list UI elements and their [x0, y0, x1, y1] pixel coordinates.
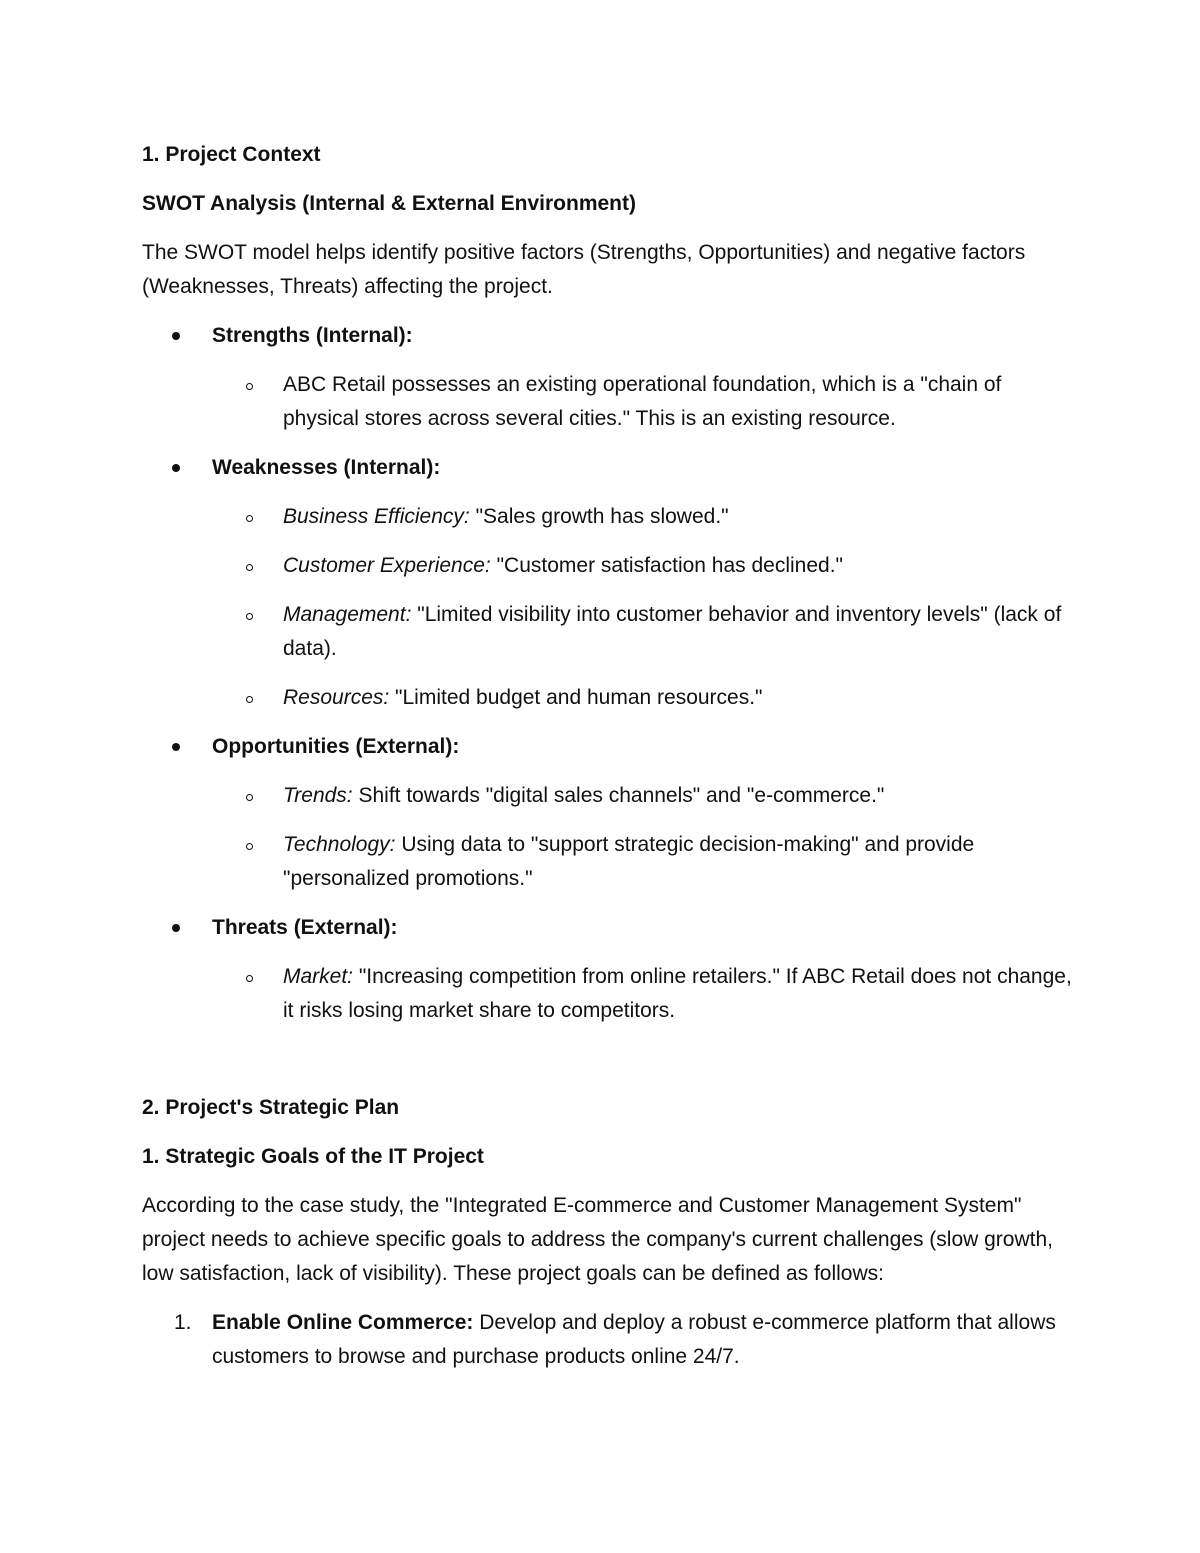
goal-item: [142, 1306, 1072, 1374]
circle-bullet-icon: [246, 383, 253, 390]
threats-label: Threats (External):: [212, 916, 398, 939]
opportunities-label: Opportunities (External):: [212, 735, 460, 758]
strengths-item: [142, 368, 1072, 436]
strengths-label: Strengths (Internal):: [212, 324, 413, 347]
circle-bullet-icon: [246, 696, 253, 703]
opportunity-item: [142, 828, 1072, 896]
weakness-item: [142, 500, 1072, 534]
goal-text: Develop and deploy a robust e-commerce platform that allows customers to browse and purchase products online 24/7.: [212, 1311, 1056, 1368]
bullet-dot-icon: [172, 924, 180, 932]
circle-bullet-icon: [246, 564, 253, 571]
threat-text: "Increasing competition from online retailers." If ABC Retail does not change, it risks losing market share to competitors.: [283, 965, 1072, 1022]
opportunity-text: Shift towards "digital sales channels" and "e-commerce.": [352, 784, 885, 807]
weakness-term: Customer Experience:: [283, 554, 491, 577]
weaknesses-label: Weaknesses (Internal):: [212, 456, 441, 479]
weakness-text: "Customer satisfaction has declined.": [490, 554, 844, 577]
circle-bullet-icon: [246, 515, 253, 522]
weakness-term: Business Efficiency:: [283, 505, 470, 528]
section-2-heading: 2. Project's Strategic Plan: [142, 1096, 400, 1119]
weakness-text: "Limited budget and human resources.": [389, 686, 763, 709]
weakness-item: [142, 549, 1072, 583]
opportunities-bullet: [142, 730, 1072, 764]
weaknesses-bullet: [142, 451, 1072, 485]
opportunity-text: Using data to "support strategic decision-making" and provide "personalized promotions.": [283, 833, 975, 890]
weakness-term: Resources:: [283, 686, 390, 709]
strengths-bullet: [142, 319, 1072, 353]
opportunity-item: [142, 779, 1072, 813]
bullet-dot-icon: [172, 464, 180, 472]
goal-number: 1.: [174, 1311, 192, 1334]
strategic-goals-intro: According to the case study, the "Integrated E-commerce and Customer Management System" project needs to achieve specific goals to address the company's current challenges (slow growth, low satisfaction, lack of visibility). These project goals can be defined as follows:: [142, 1194, 1053, 1285]
section-spacer: [142, 1043, 1072, 1091]
document-page: [142, 138, 1072, 1389]
bullet-dot-icon: [172, 332, 180, 340]
circle-bullet-icon: [246, 613, 253, 620]
swot-intro: The SWOT model helps identify positive factors (Strengths, Opportunities) and negative factors (Weaknesses, Threats) affecting the project.: [142, 241, 1026, 298]
threat-item: [142, 960, 1072, 1028]
goal-title: Enable Online Commerce:: [212, 1311, 474, 1334]
circle-bullet-icon: [246, 794, 253, 801]
swot-subheading: SWOT Analysis (Internal & External Environment): [142, 192, 636, 215]
weakness-item: [142, 598, 1072, 666]
opportunity-term: Trends:: [283, 784, 353, 807]
bullet-dot-icon: [172, 743, 180, 751]
section-1-heading: 1. Project Context: [142, 143, 321, 166]
strategic-goals-subheading: 1. Strategic Goals of the IT Project: [142, 1145, 484, 1168]
circle-bullet-icon: [246, 843, 253, 850]
strengths-item-text: ABC Retail possesses an existing operational foundation, which is a "chain of physical stores across several cities." This is an existing resource.: [283, 373, 1002, 430]
opportunity-term: Technology:: [283, 833, 396, 856]
circle-bullet-icon: [246, 975, 253, 982]
threats-bullet: [142, 911, 1072, 945]
weakness-text: "Limited visibility into customer behavior and inventory levels" (lack of data).: [283, 603, 1062, 660]
threat-term: Market:: [283, 965, 354, 988]
weakness-term: Management:: [283, 603, 412, 626]
weakness-text: "Sales growth has slowed.": [469, 505, 729, 528]
weakness-item: [142, 681, 1072, 715]
